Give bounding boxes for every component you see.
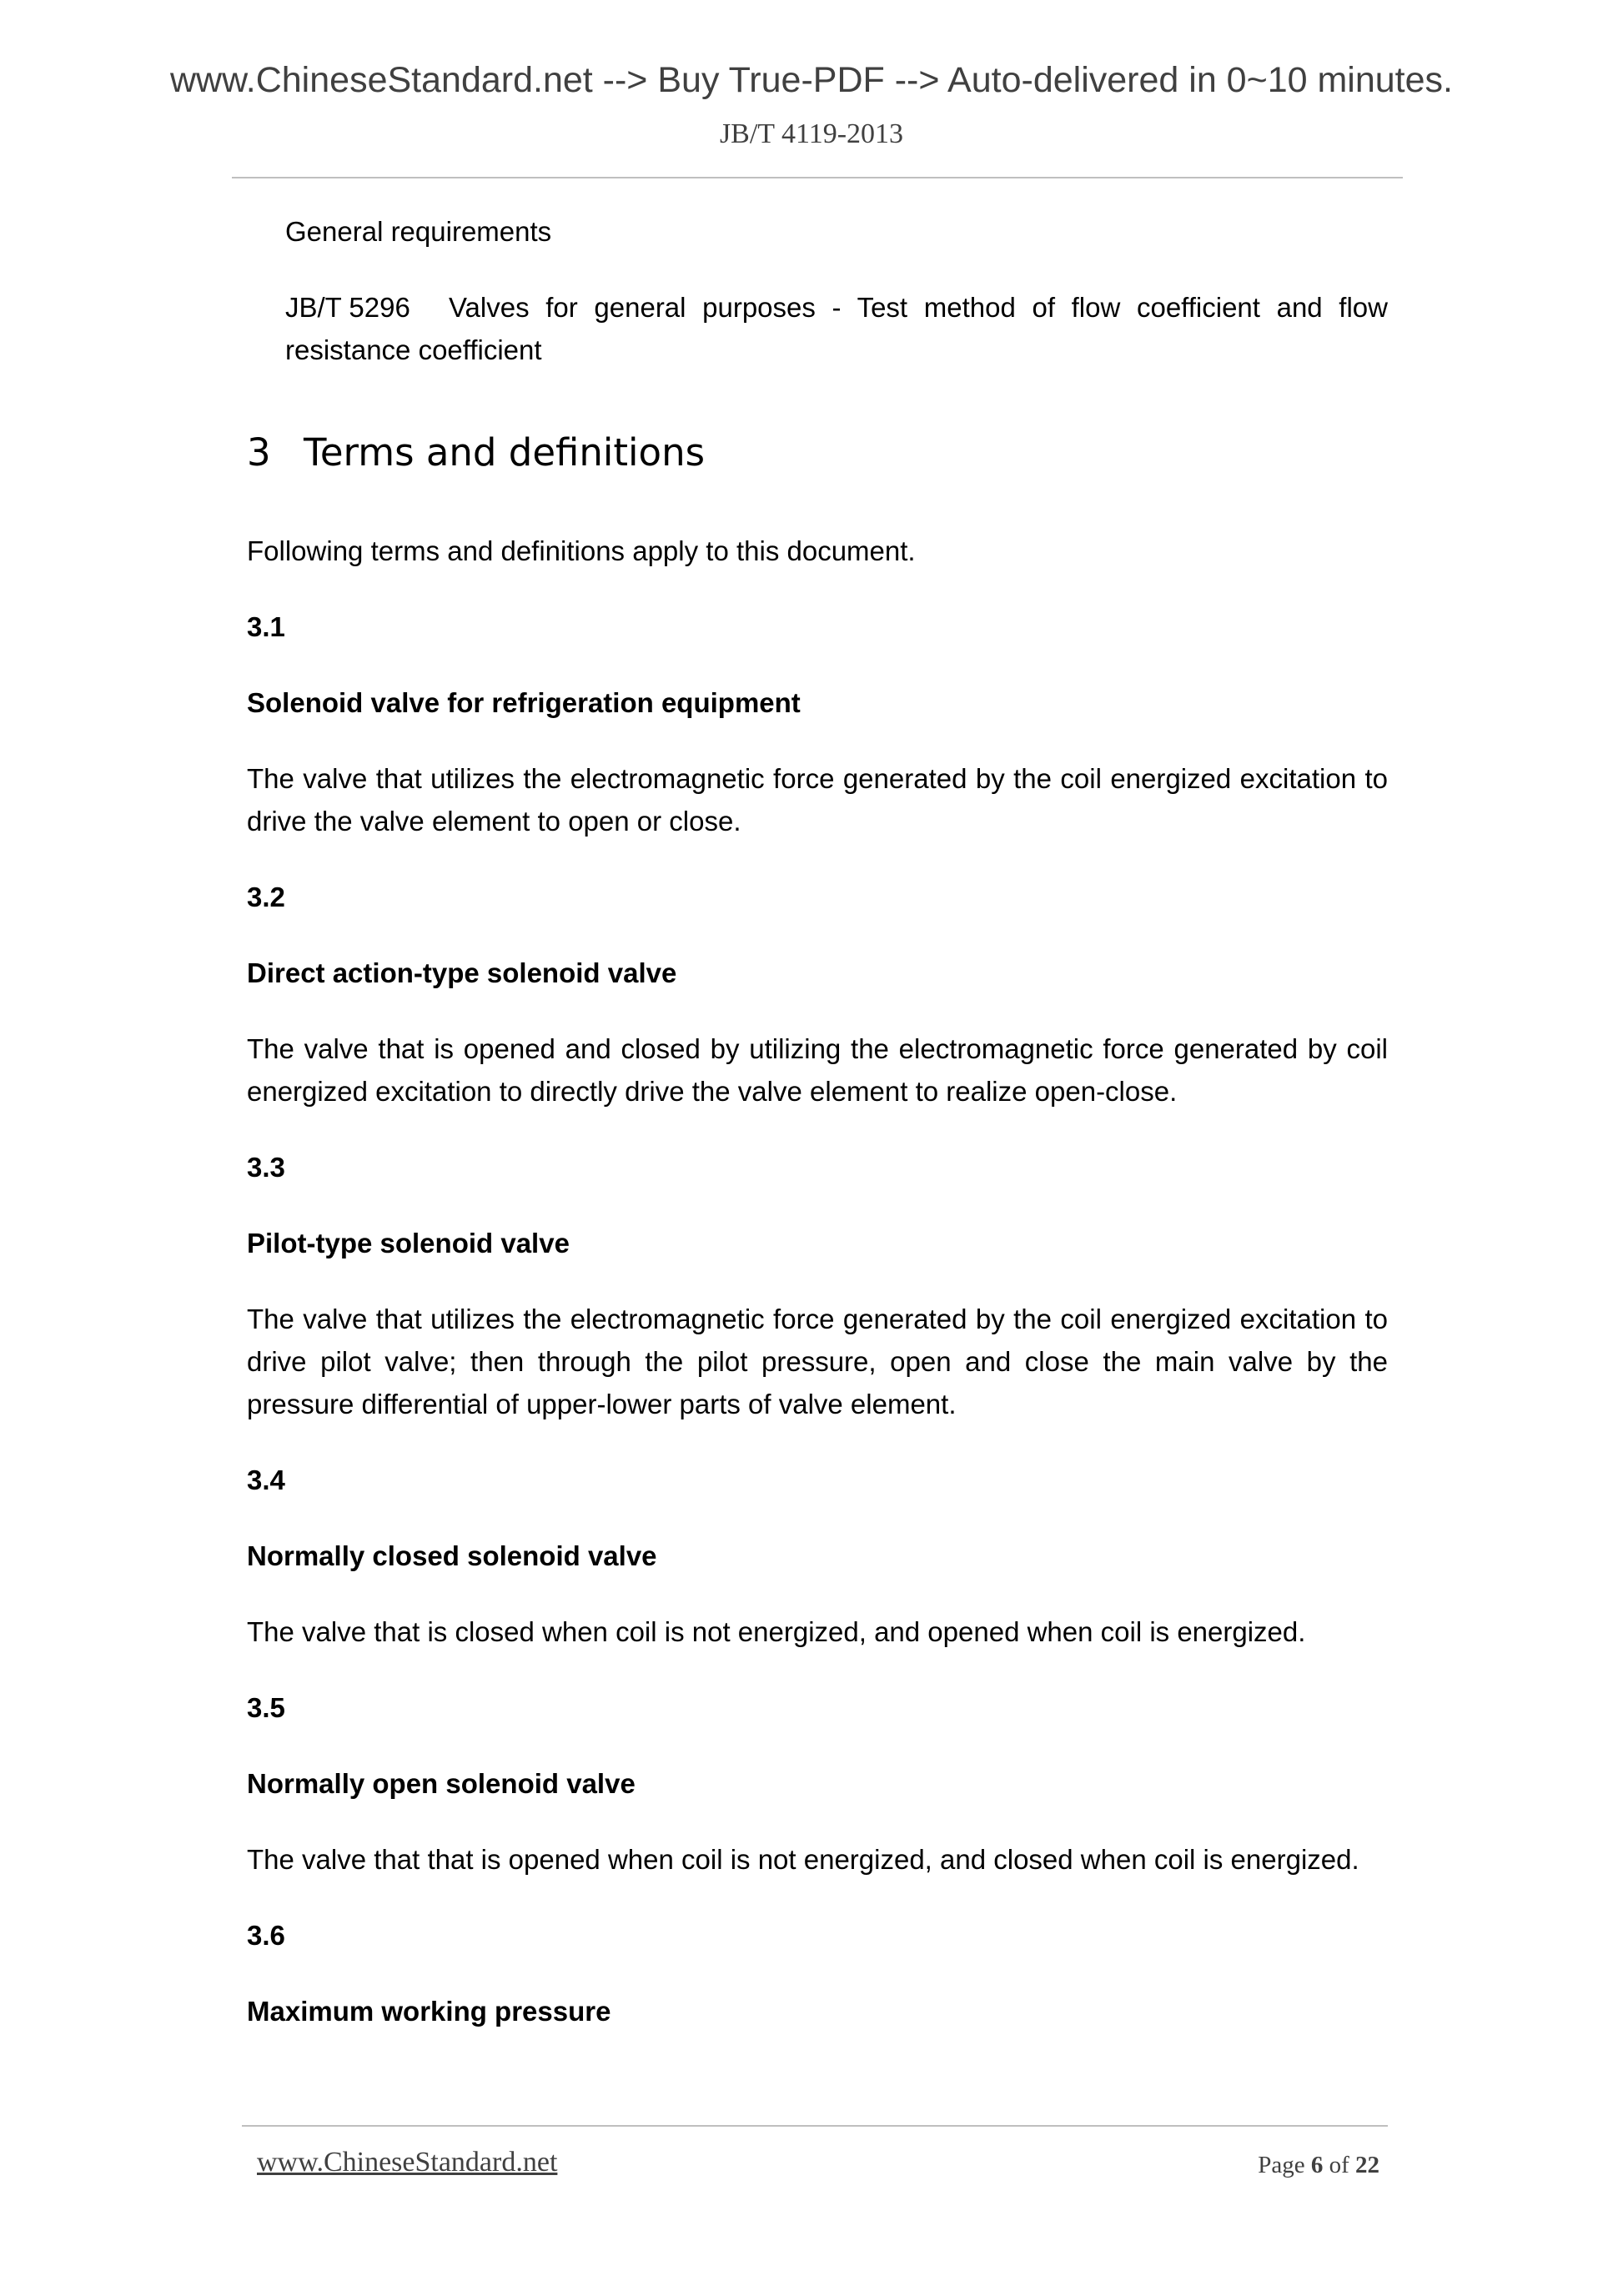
reference-title: Valves for general purposes - Test method of flow coefficient and flow resistance coefficient xyxy=(285,292,1388,365)
section-heading xyxy=(247,428,1388,478)
term-title: Pilot-type solenoid valve xyxy=(247,1228,570,1259)
section-number: 3 xyxy=(247,430,271,475)
term-title: Normally open solenoid valve xyxy=(247,1768,636,1799)
reference-entry xyxy=(285,286,1388,371)
term-title: Maximum working pressure xyxy=(247,1996,611,2027)
term-definition: The valve that is opened and closed by utilizing the electromagnetic force generated by coil energized excitation to directly drive the valve element to realize open-close. xyxy=(247,1033,1388,1107)
top-banner[interactable]: www.ChineseStandard.net --> Buy True-PDF --> Auto-delivered in 0~10 minutes. xyxy=(169,60,1453,100)
term-number: 3.4 xyxy=(247,1465,285,1495)
page-total: 22 xyxy=(1355,2152,1379,2178)
section-intro: Following terms and definitions apply to this document. xyxy=(247,535,916,566)
term-definition: The valve that utilizes the electromagnetic force generated by the coil energized excitation to drive the valve element to open or close. xyxy=(247,763,1388,837)
page-number xyxy=(1258,2152,1379,2179)
reference-continuation-text: General requirements xyxy=(285,216,552,247)
normative-references-continuation xyxy=(285,210,1388,371)
document-code: JB/T 4119-2013 xyxy=(719,118,904,149)
page-current: 6 xyxy=(1310,2152,1324,2178)
page-content xyxy=(247,210,1388,2032)
term-definition: The valve that utilizes the electromagnetic force generated by the coil energized excitation to drive pilot valve; then through the pilot pressure, open and close the main valve by the pressure differential of upper-lower parts of valve element. xyxy=(247,1304,1388,1419)
section-title: Terms and definitions xyxy=(304,430,706,475)
term-definition: The valve that that is opened when coil is not energized, and closed when coil is energized. xyxy=(247,1844,1359,1875)
term-number: 3.1 xyxy=(247,611,285,642)
term-title: Direct action-type solenoid valve xyxy=(247,957,677,988)
page-label: Page xyxy=(1258,2152,1305,2178)
reference-code: JB/T 5296 xyxy=(285,292,410,323)
term-title: Solenoid valve for refrigeration equipment xyxy=(247,687,801,718)
term-number: 3.2 xyxy=(247,882,285,912)
footer-website-link[interactable]: www.ChineseStandard.net xyxy=(257,2147,558,2178)
term-definition: The valve that is closed when coil is not energized, and opened when coil is energized. xyxy=(247,1616,1306,1647)
page-of: of xyxy=(1329,2152,1349,2178)
term-title: Normally closed solenoid valve xyxy=(247,1540,657,1571)
footer-divider xyxy=(242,2125,1388,2127)
header-divider xyxy=(232,177,1403,178)
term-number: 3.3 xyxy=(247,1152,285,1183)
term-number: 3.6 xyxy=(247,1920,285,1951)
term-number: 3.5 xyxy=(247,1692,285,1723)
